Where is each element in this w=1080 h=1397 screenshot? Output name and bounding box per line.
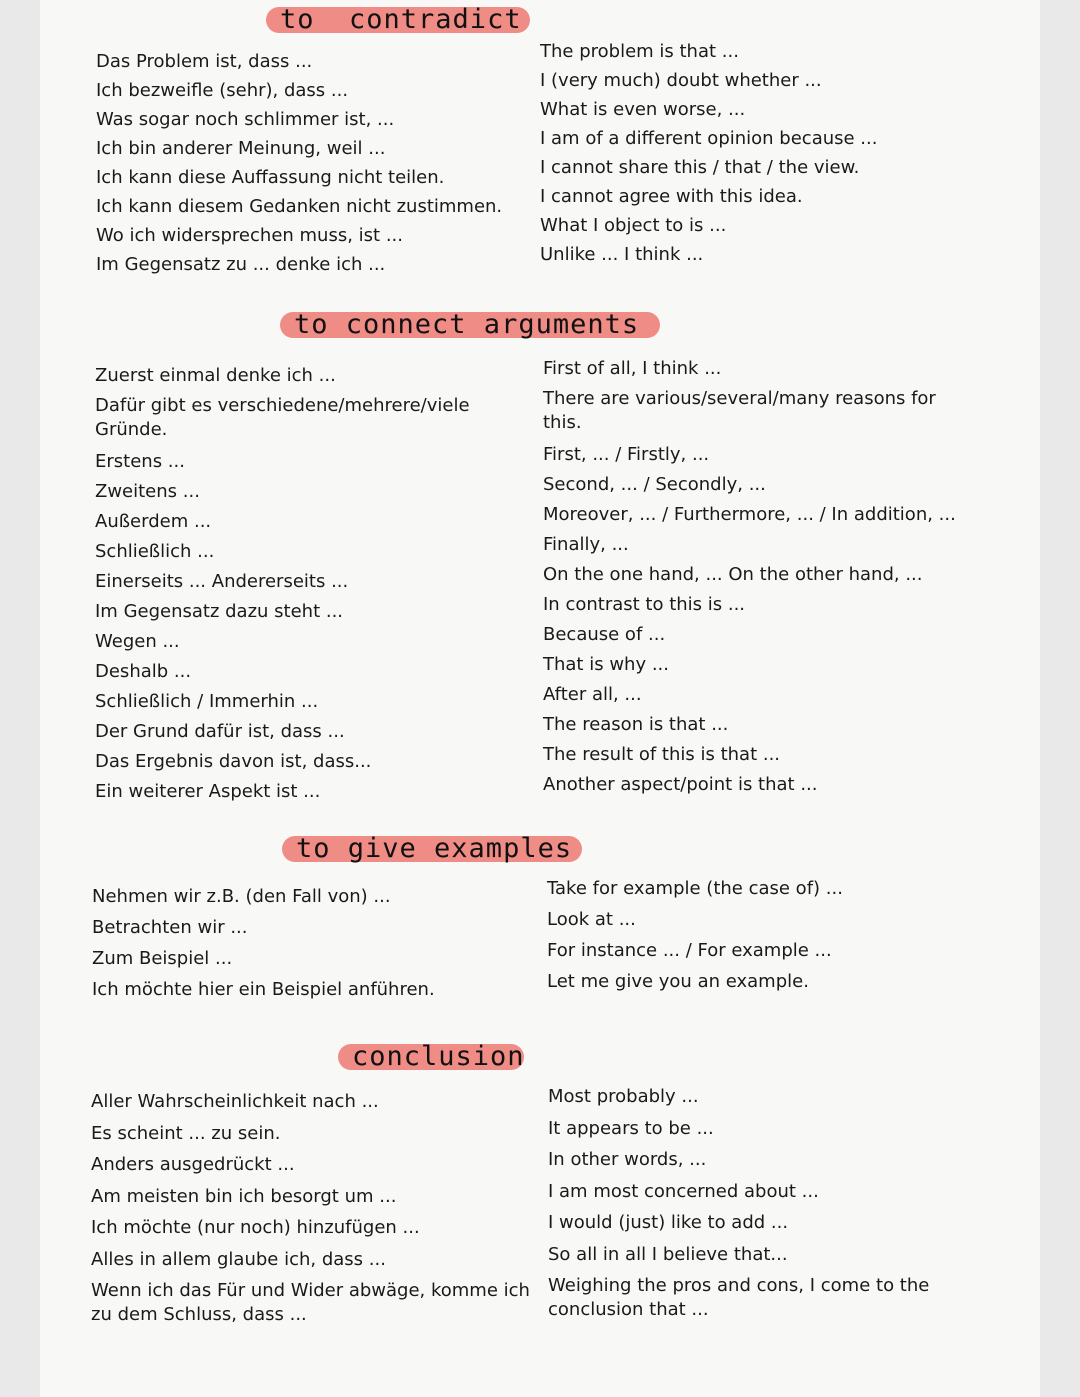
german-phrase: Schließlich ... bbox=[95, 541, 215, 562]
german-phrase: Das Ergebnis davon ist, dass... bbox=[95, 751, 372, 772]
english-phrase: In other words, ... bbox=[548, 1149, 707, 1170]
german-phrase: Wenn ich das Für und Wider abwäge, komme ich zu dem Schluss, dass ... bbox=[91, 1280, 530, 1325]
section-heading-examples: to give examples bbox=[282, 836, 582, 862]
english-phrase: The reason is that ... bbox=[543, 714, 729, 735]
english-phrase: I cannot agree with this idea. bbox=[540, 186, 803, 207]
german-phrase: Es scheint ... zu sein. bbox=[91, 1122, 281, 1144]
english-phrases-contradict bbox=[540, 40, 980, 272]
english-phrases-conclusion bbox=[548, 1085, 968, 1330]
german-phrase: Ich kann diesem Gedanken nicht zustimmen. bbox=[96, 196, 503, 217]
english-phrase: Most probably ... bbox=[548, 1086, 699, 1107]
german-phrase: Ich bezweifle (sehr), dass ... bbox=[96, 80, 349, 101]
german-phrase: Außerdem ... bbox=[95, 511, 212, 532]
german-phrase: Der Grund dafür ist, dass ... bbox=[95, 721, 345, 742]
german-phrase: Wegen ... bbox=[95, 631, 180, 652]
english-phrase: The result of this is that ... bbox=[543, 744, 781, 765]
english-phrase: It appears to be ... bbox=[548, 1117, 714, 1139]
english-phrase: Let me give you an example. bbox=[547, 971, 809, 992]
german-phrases-examples bbox=[92, 885, 532, 1009]
german-phrase: Aller Wahrscheinlichkeit nach ... bbox=[91, 1091, 379, 1112]
german-phrase: Nehmen wir z.B. (den Fall von) ... bbox=[92, 886, 391, 907]
english-phrase: In contrast to this is ... bbox=[543, 594, 746, 615]
german-phrase: Dafür gibt es verschiedene/mehrere/viele Gründe. bbox=[95, 395, 470, 440]
german-phrase: Erstens ... bbox=[95, 451, 185, 472]
english-phrase: There are various/several/many reasons for this. bbox=[543, 388, 936, 433]
english-phrase: Moreover, ... / Furthermore, ... / In addition, ... bbox=[543, 504, 956, 525]
english-phrase: Take for example (the case of) ... bbox=[547, 878, 843, 899]
section-heading-contradict: to contradict bbox=[266, 7, 530, 33]
english-phrase: That is why ... bbox=[543, 654, 669, 675]
english-phrase: I am of a different opinion because ... bbox=[540, 128, 878, 149]
english-phrase: I cannot share this / that / the view. bbox=[540, 157, 860, 178]
section-heading-conclusion: conclusion bbox=[338, 1044, 524, 1070]
english-phrase: I (very much) doubt whether ... bbox=[540, 70, 822, 91]
german-phrase: Im Gegensatz dazu steht ... bbox=[95, 601, 344, 622]
german-phrase: Zuerst einmal denke ich ... bbox=[95, 365, 336, 386]
german-phrase: Ein weiterer Aspekt ist ... bbox=[95, 781, 321, 802]
german-phrase: Betrachten wir ... bbox=[92, 917, 248, 938]
german-phrase: Zum Beispiel ... bbox=[92, 948, 233, 969]
english-phrases-examples bbox=[547, 877, 977, 1001]
english-phrase: What I object to is ... bbox=[540, 215, 727, 236]
english-phrases-connect bbox=[543, 357, 963, 803]
german-phrase: Anders ausgedrückt ... bbox=[91, 1154, 295, 1175]
german-phrases-contradict bbox=[96, 50, 526, 282]
german-phrase: Am meisten bin ich besorgt um ... bbox=[91, 1185, 397, 1207]
english-phrase: Because of ... bbox=[543, 624, 666, 645]
english-phrase: Weighing the pros and cons, I come to the conclusion that ... bbox=[548, 1275, 930, 1320]
german-phrase: Zweitens ... bbox=[95, 481, 200, 502]
german-phrase: Ich kann diese Auffassung nicht teilen. bbox=[96, 167, 445, 188]
german-phrase: Ich möchte (nur noch) hinzufügen ... bbox=[91, 1217, 420, 1238]
english-phrase: I would (just) like to add ... bbox=[548, 1212, 789, 1233]
english-phrase: Unlike ... I think ... bbox=[540, 244, 704, 265]
german-phrase: Ich möchte hier ein Beispiel anführen. bbox=[92, 979, 435, 1000]
english-phrase: For instance ... / For example ... bbox=[547, 940, 832, 961]
german-phrase: Deshalb ... bbox=[95, 661, 192, 682]
german-phrase: Schließlich / Immerhin ... bbox=[95, 691, 319, 712]
english-phrase: What is even worse, ... bbox=[540, 99, 746, 120]
english-phrase: After all, ... bbox=[543, 684, 642, 705]
german-phrase: Wo ich widersprechen muss, ist ... bbox=[96, 225, 403, 246]
english-phrase: The problem is that ... bbox=[540, 41, 739, 62]
english-phrase: Finally, ... bbox=[543, 534, 629, 555]
german-phrase: Was sogar noch schlimmer ist, ... bbox=[96, 109, 395, 130]
german-phrase: Alles in allem glaube ich, dass ... bbox=[91, 1248, 386, 1270]
german-phrases-conclusion bbox=[91, 1090, 531, 1335]
english-phrase: Look at ... bbox=[547, 909, 636, 930]
german-phrases-connect bbox=[95, 364, 525, 810]
english-phrase: I am most concerned about ... bbox=[548, 1180, 819, 1202]
german-phrase: Im Gegensatz zu ... denke ich ... bbox=[96, 254, 386, 275]
english-phrase: Second, ... / Secondly, ... bbox=[543, 474, 766, 495]
section-heading-connect-arguments: to connect arguments bbox=[280, 312, 660, 338]
german-phrase: Ich bin anderer Meinung, weil ... bbox=[96, 138, 386, 159]
english-phrase: First of all, I think ... bbox=[543, 358, 722, 379]
german-phrase: Einerseits ... Andererseits ... bbox=[95, 571, 349, 592]
english-phrase: On the one hand, ... On the other hand, ... bbox=[543, 564, 923, 585]
english-phrase: So all in all I believe that... bbox=[548, 1243, 788, 1265]
german-phrase: Das Problem ist, dass ... bbox=[96, 51, 313, 72]
english-phrase: Another aspect/point is that ... bbox=[543, 774, 818, 795]
english-phrase: First, ... / Firstly, ... bbox=[543, 444, 710, 465]
